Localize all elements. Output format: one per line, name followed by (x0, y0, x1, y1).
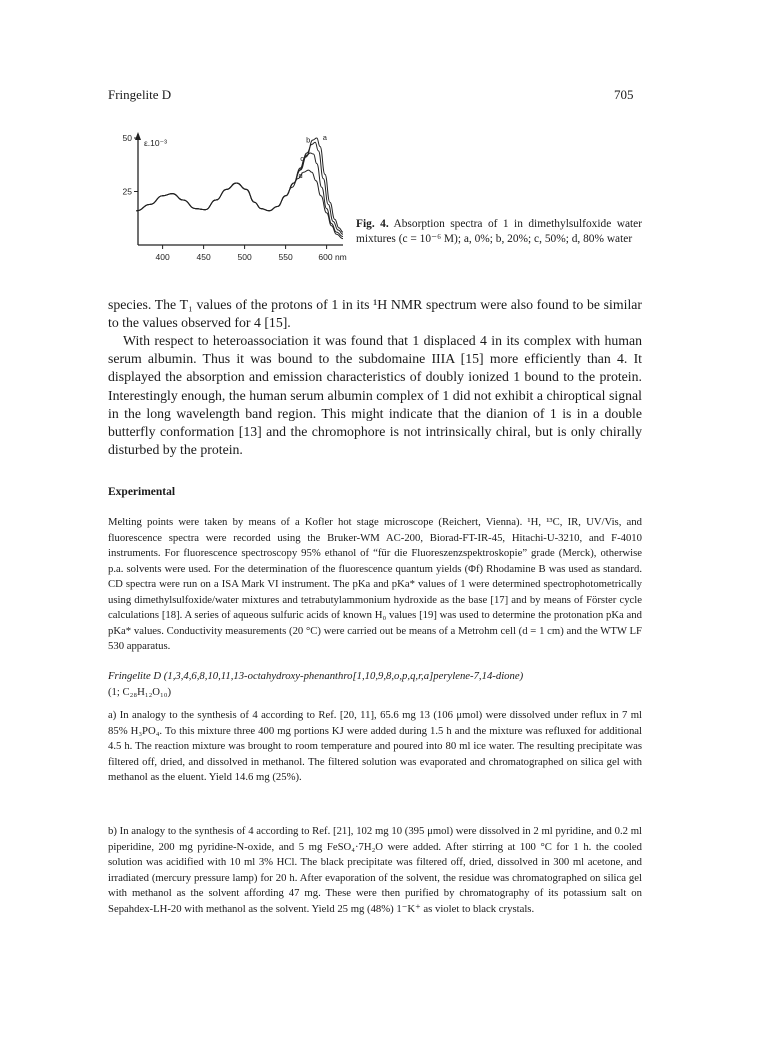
series-label-a: a (322, 133, 327, 142)
compound-title: Fringelite D (1,3,4,6,8,10,11,13-octahydroxy-phenanthro[1,10,9,8,o,p,q,r,a]perylene-7,14-dione) (108, 670, 524, 682)
synthesis-a: a) In analogy to the synthesis of 4 according to Ref. [20, 11], 65.6 mg 13 (106 μmol) were dissolved under reflux in 7 ml 85% H₃PO₄. To this mixture three 400 mg portions KJ were added during 1.5 h and the mixture was refluxed for additional 4.5 h. The reaction mixture was brought to room temperature and poured into 80 ml ice water. The resulting precipitate was filtered off, dried, and dissolved in methanol. The filtered solution was evaporated and chromatographed on silica gel with methanol as the eluent. Yield 14.6 mg (25%). (108, 709, 642, 783)
body-paragraph-1: species. The T₁ values of the protons of 1 in its ¹H NMR spectrum were also found to be similar to the values observed for 4 [15]. (108, 297, 642, 331)
series-label-b: b (306, 135, 311, 145)
series-label-d: d (298, 171, 303, 181)
y-tick-label: 25 (122, 186, 132, 197)
x-tick-label: 500 (237, 252, 252, 262)
compound-formula: (1; C₂₈H₁₂O₁₀) (108, 686, 172, 698)
chart-axes (134, 132, 343, 249)
section-heading-experimental: Experimental (108, 486, 176, 498)
series-line-d (136, 170, 343, 238)
chart-labels (123, 133, 347, 262)
caption-text: Absorption spectra of 1 in dimethylsulfoxide water mixtures (c = 10⁻⁶ M); a, 0%; b, 20%; c, 50%; d, 80% water (356, 218, 643, 245)
series-line-a (136, 138, 343, 232)
chart-series (136, 138, 343, 239)
y-tick-label: 50 (122, 133, 132, 143)
figure-caption (356, 217, 642, 246)
body-paragraph-2: With respect to heteroassociation it was found that 1 displaced 4 in its complex with human serum albumin. Thus it was bound to the subdomaine IIIA [15] more efficiently than 4. It displayed the absorption and emission characteristics of doubly ionized 1 bound to the protein. Interestingly enough, the human serum albumin complex of 1 did not exhibit a chiroptical signal in the long wavelength band region. This might indicate that the dianion of 1 is in a double butterfly conformation [13] and the chromophore is not intrinsically chiral, but is only chirally disturbed by the protein. (108, 333, 642, 458)
y-axis-arrow (135, 132, 141, 140)
x-tick-label: 400 (155, 252, 170, 262)
synthesis-b: b) In analogy to the synthesis of 4 according to Ref. [21], 102 mg 10 (395 μmol) were dissolved in 2 ml pyridine, and 0.2 ml piperidine, 200 mg pyridine-N-oxide, and 5 mg FeSO₄·7H₂O were added. After stirring at 100 °C for 1 h. the cooled solution was acidified with 10 ml 3% HCl. The black precipitate was filtered off, dried, dissolved in 300 ml acetone, and irradiated (mercury pressure lamp) for 20 h. After evaporation of the solvent, the residue was chromatographed on silica gel with methanol as the solvent affording 47 mg. These were then purified by chromatography of its potassium salt on Sepahdex-LH-20 with methanol as the solvent. Yield 25 mg (48%) 1⁻K⁺ as violet to black crystals. (108, 825, 642, 915)
x-tick-label: 600 nm (318, 252, 347, 262)
page-number: 705 (614, 87, 634, 102)
running-title: Fringelite D (108, 87, 172, 102)
x-tick-label: 550 (278, 252, 293, 262)
x-tick-label: 450 (196, 252, 211, 262)
caption-label: Fig. 4. (356, 218, 389, 230)
y-axis-label: ε.10⁻³ (144, 138, 167, 148)
series-line-b (136, 142, 343, 234)
absorption-spectra-chart (108, 130, 348, 280)
series-label-c: c (300, 153, 304, 163)
experimental-text: Melting points were taken by means of a Kofler hot stage microscope (Reichert, Vienna). ¹H, ¹³C, IR, UV/Vis, and fluorescence spectra were recorded using the Bruker-WM AC-200, Biorad-FT-IR-45, Hitachi-U-3210, and F-4010 instruments. For fluorescence spectroscopy 95% ethanol of “für die Fluoreszenzspektroskopie” grade (Merck), otherwise p.a. solvents were used. For the determination of the fluorescence quantum yields (Φf) Rhodamine B was used as standard. CD spectra were run on a ISA Mark VI instrument. The pKa and pKa* values of 1 were determined spectrophotometrically using dimethylsulfoxide/water mixtures and tetrabutylammonium hydroxide as the base [17] and by means of Förster cycle calculations [18]. A series of aqueous sulfuric acids of known H₀ values [19] was used to determine the protonation pKa and pKa* values. Conductivity measurements (20 °C) were carried out be means of a Metrohm cell (d = 1 cm) and the WTW LF 530 apparatus. (108, 516, 642, 652)
